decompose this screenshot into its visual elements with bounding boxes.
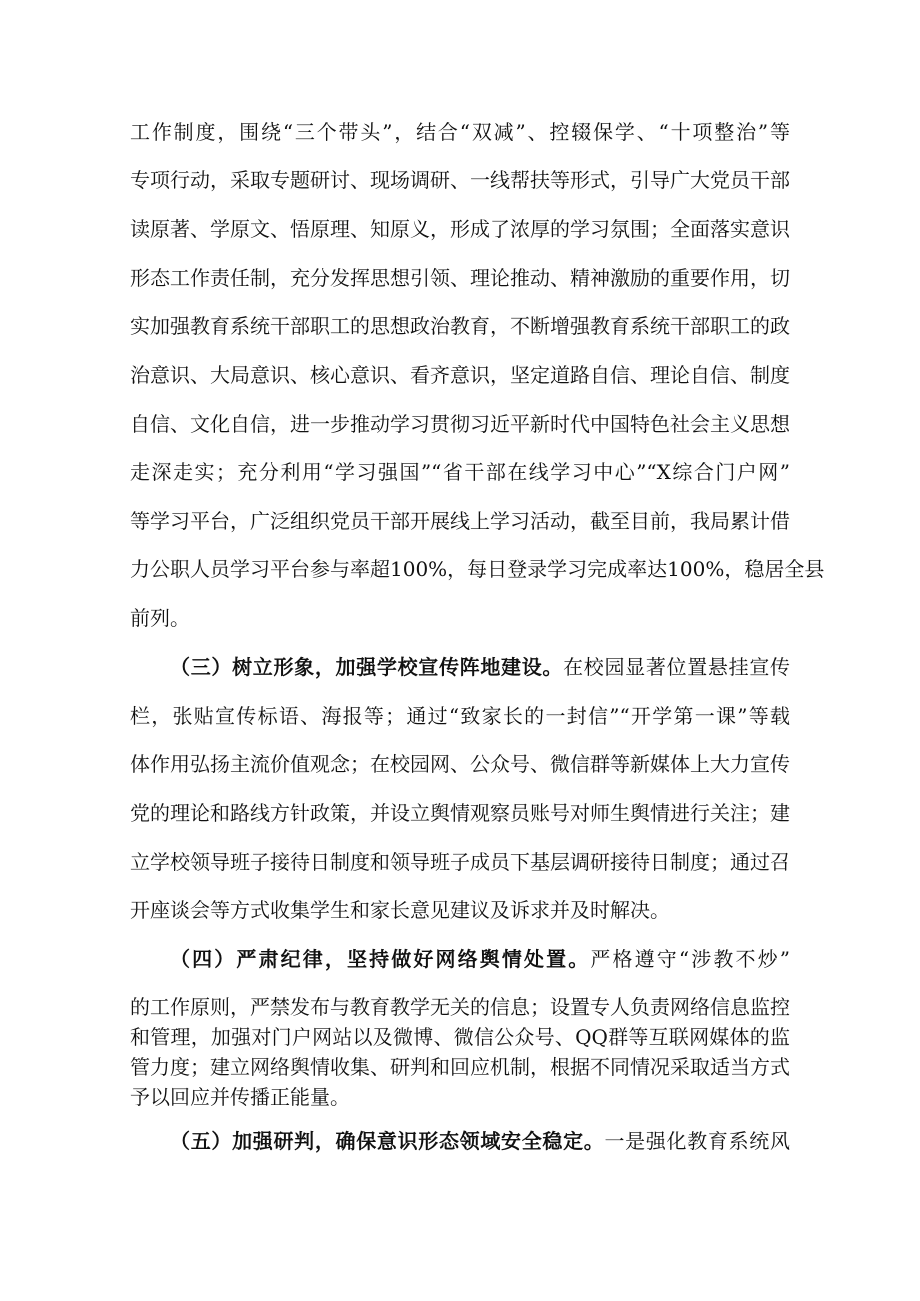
body-text-line: 立学校领导班子接待日制度和领导班子成员下基层调研接待日制度；通过召	[130, 850, 790, 874]
section-four-heading: （四）严肃纪律，坚持做好网络舆情处置。	[170, 947, 591, 971]
body-text-line: 栏，张贴宣传标语、海报等；通过“致家长的一封信”“开学第一课”等载	[130, 704, 790, 728]
body-text-line: 的工作原则，严禁发布与教育教学无关的信息；设置专人负责网络信息监控	[130, 995, 790, 1019]
body-text-span: 严格遵守“涉教不炒”	[590, 947, 791, 971]
body-text-line: 读原著、学原文、悟原理、知原义，形成了浓厚的学习氛围；全面落实意识	[130, 217, 790, 241]
body-text-line: 力公职人员学习平台参与率超100%，每日登录学习完成率达100%，稳居全县	[130, 557, 825, 581]
body-text-line: 前列。	[130, 606, 190, 630]
body-text-line: 实加强教育系统干部职工的思想政治教育，不断增强教育系统干部职工的政	[130, 314, 790, 338]
body-text-line: 走深走实；充分利用“学习强国”“省干部在线学习中心”“X综合门户网”	[130, 460, 790, 484]
section-three-heading: （三）树立形象，加强学校宣传阵地建设。	[170, 655, 564, 679]
body-text-line: 专项行动，采取专题研讨、现场调研、一线帮扶等形式，引导广大党员干部	[130, 168, 790, 192]
body-text-line: 形态工作责任制，充分发挥思想引领、理论推动、精神激励的重要作用，切	[130, 266, 790, 290]
body-text-line: 和管理，加强对门户网站以及微博、微信公众号、QQ群等互联网媒体的监	[130, 1025, 790, 1049]
body-text-line: 予以回应并传播正能量。	[130, 1085, 350, 1109]
body-text-line: 开座谈会等方式收集学生和家长意见建议及诉求并及时解决。	[130, 898, 670, 922]
body-text-span: 一是强化教育系统风	[604, 1129, 791, 1153]
body-text-line: 党的理论和路线方针政策，并设立舆情观察员账号对师生舆情进行关注；建	[130, 801, 790, 825]
body-text-line: 工作制度，围绕“三个带头”，结合“双减”、控辍保学、“十项整治”等	[130, 120, 790, 144]
body-text-line: 体作用弘扬主流价值观念；在校园网、公众号、微信群等新媒体上大力宣传	[130, 752, 790, 776]
body-text-line: 管力度；建立网络舆情收集、研判和回应机制，根据不同情况采取适当方式	[130, 1055, 790, 1079]
body-text-line: 自信、文化自信，进一步推动学习贯彻习近平新时代中国特色社会主义思想	[130, 412, 790, 436]
section-four-first-line	[170, 945, 790, 973]
section-three-first-line	[170, 653, 790, 681]
body-text-line: 等学习平台，广泛组织党员干部开展线上学习活动，截至目前，我局累计借	[130, 509, 790, 533]
section-five-heading: （五）加强研判，确保意识形态领域安全稳定。	[170, 1129, 605, 1153]
body-text-line: 治意识、大局意识、核心意识、看齐意识，坚定道路自信、理论自信、制度	[130, 363, 790, 387]
body-text-span: 在校园显著位置悬挂宣传	[563, 655, 791, 679]
section-five-first-line	[170, 1127, 790, 1155]
